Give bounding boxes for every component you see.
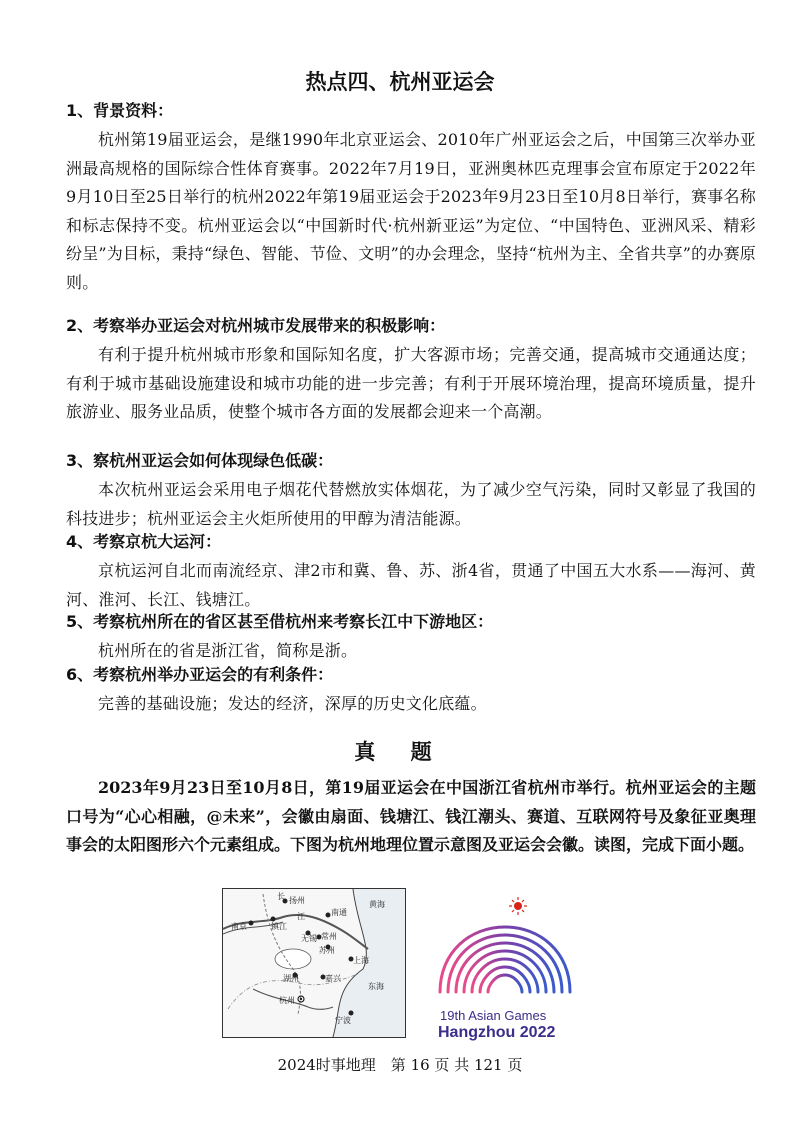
section-background — [66, 96, 756, 297]
section-province — [66, 607, 756, 666]
section-heading: 6、考察杭州举办亚运会的有利条件： — [66, 665, 334, 684]
question-text: 2023年9月23日至10月8日，第19届亚运会在中国浙江省杭州市举行。杭州亚运会的主题口号为“心心相融，@未来”，会徽由扇面、钱塘江、钱江潮头、赛道、互联网符号及象征亚奥理事会的太阳图形六个元素组成。下图为杭州地理位置示意图及亚运会会徽。读图，完成下面小题。 — [66, 778, 756, 854]
section-heading: 5、考察杭州所在的省区甚至借杭州来考察长江中下游地区： — [66, 612, 494, 631]
page-title: 热点四、杭州亚运会 — [305, 70, 495, 94]
section-green-lowcarbon — [66, 446, 756, 533]
emblem-graphic — [420, 892, 590, 1042]
map-label-suzhou: 苏州 — [319, 946, 335, 955]
map-label-ningbo: 宁波 — [335, 1016, 351, 1025]
emblem-line1: 19th Asian Games — [440, 1008, 547, 1023]
sun-icon — [509, 897, 527, 915]
map-label-jiaxing: 嘉兴 — [325, 974, 341, 983]
section-heading: 4、考察京杭大运河： — [66, 532, 222, 551]
section-text: 京杭运河自北而南流经京、津2市和冀、鲁、苏、浙4省，贯通了中国五大水系——海河、黄河、淮河、长江、钱塘江。 — [66, 561, 756, 609]
map-label-jiang: 江 — [297, 912, 305, 921]
asian-games-emblem — [420, 892, 590, 1042]
exam-questions-title: 真 题 — [354, 740, 446, 764]
map-label-chang: 长 — [277, 892, 285, 901]
map-graphic — [223, 889, 405, 1037]
section-heading: 1、背景资料： — [66, 101, 174, 120]
map-label-hangzhou: 杭州 — [279, 996, 295, 1005]
map-label-wuxi: 无锡 — [301, 934, 317, 943]
section-text: 有利于提升杭州城市形象和国际知名度，扩大客源市场；完善交通，提高城市交通通达度；有利于城市基础设施建设和城市功能的进一步完善；有利于开展环境治理，提高环境质量，提升旅游业、服务业品质，使整个城市各方面的发展都会迎来一个高潮。 — [66, 345, 756, 421]
map-label-yangzhou: 扬州 — [289, 896, 305, 905]
section-favorable-conditions — [66, 660, 756, 719]
section-text: 杭州所在的省是浙江省，简称是浙。 — [98, 641, 358, 660]
map-label-huzhou: 湖州 — [283, 974, 299, 983]
map-label-nanjing: 南京 — [231, 922, 247, 931]
section-text: 完善的基础设施；发达的经济，深厚的历史文化底蕴。 — [98, 694, 487, 713]
map-label-huanghai: 黄海 — [369, 900, 385, 909]
section-text: 本次杭州亚运会采用电子烟花代替燃放实体烟花，为了减少空气污染，同时又彰显了我国的科技进步；杭州亚运会主火炬所使用的甲醇为清洁能源。 — [66, 480, 756, 528]
section-text: 杭州第19届亚运会，是继1990年北京亚运会、2010年广州亚运会之后，中国第三次举办亚洲最高规格的国际综合性体育赛事。2022年7月19日，亚洲奥林匹克理事会宣布原定于2022年9月10日至25日举行的杭州2022年第19届亚运会于2023年9月23日至10月8日举行，赛事名称和标志保持不变。杭州亚运会以“中国新时代·杭州新亚运”为定位、“中国特色、亚洲风采、精彩纷呈”为目标，秉持“绿色、智能、节俭、文明”的办会理念，坚持“杭州为主、全省共享”的办赛原则。 — [66, 130, 756, 292]
section-grand-canal — [66, 527, 756, 614]
page-footer: 2024时事地理 第 16 页 共 121 页 — [277, 1056, 523, 1074]
map-label-donghai: 东海 — [368, 982, 384, 991]
hangzhou-location-map — [222, 888, 406, 1038]
section-heading: 2、考察举办亚运会对杭州城市发展带来的积极影响： — [66, 316, 446, 335]
section-heading: 3、察杭州亚运会如何体现绿色低碳： — [66, 451, 334, 470]
map-label-shanghai: 上海 — [353, 956, 369, 965]
fan-waves-icon — [440, 927, 570, 992]
map-label-nantong: 南通 — [331, 908, 347, 917]
map-label-changzhou: 常州 — [321, 932, 337, 941]
map-label-zhenjiang: 镇江 — [271, 922, 287, 931]
section-positive-impact — [66, 311, 756, 427]
emblem-line2: Hangzhou 2022 — [438, 1024, 556, 1041]
